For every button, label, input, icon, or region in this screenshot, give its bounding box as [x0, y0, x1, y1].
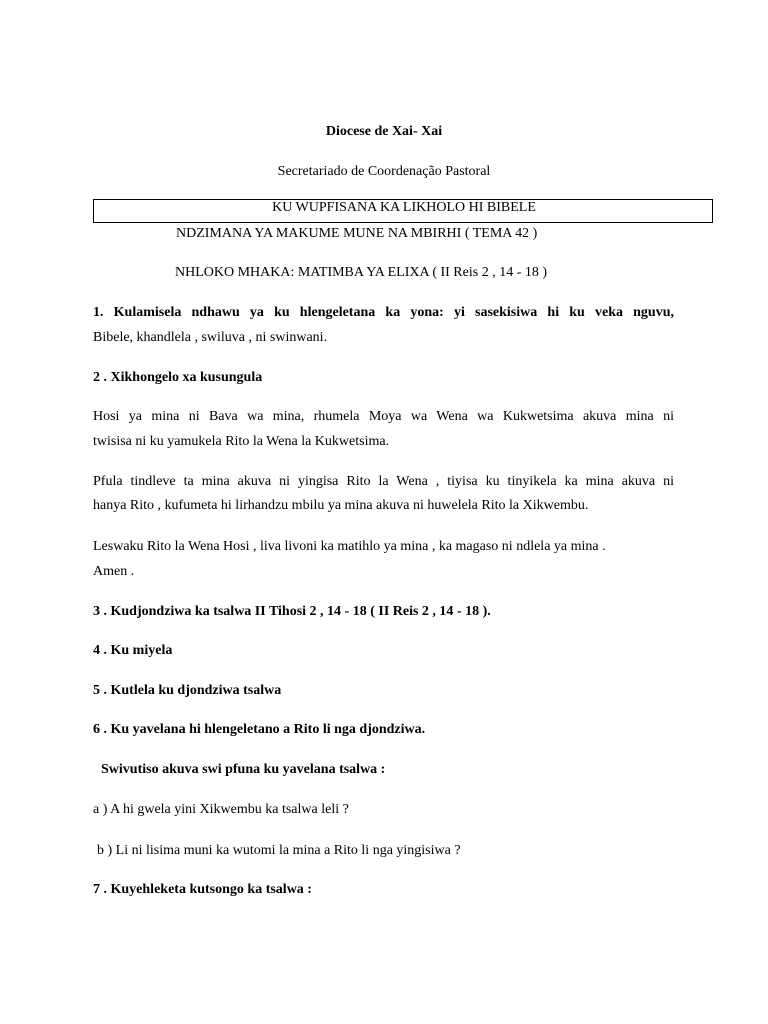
section-4-heading: 4 . Ku miyela — [93, 643, 173, 658]
section-6-heading: 6 . Ku yavelana hi hlengeletano a Rito li nga djondziwa. — [93, 722, 426, 737]
section-1-line-1: 1. Kulamisela ndhawu ya ku hlengeletana ka yona: yi sasekisiwa hi ku veka nguvu, — [93, 305, 674, 320]
boxed-title-frame — [93, 199, 713, 223]
theme-heading: NHLOKO MHAKA: MATIMBA YA ELIXA ( II Reis 2 , 14 - 18 ) — [175, 265, 548, 280]
diocese-title: Diocese de Xai- Xai — [325, 124, 443, 139]
secretariat-subtitle: Secretariado de Coordenação Pastoral — [277, 164, 491, 179]
boxed-title: KU WUPFISANA KA LIKHOLO HI BIBELE — [272, 200, 536, 215]
prayer-paragraph-1-line-2: twisisa ni ku yamukela Rito la Wena la Kukwetsima. — [93, 434, 390, 449]
prayer-paragraph-2-line-1: Pfula tindleve ta mina akuva ni yingisa Rito la Wena , tiyisa ku tinyikela ka mina akuva ni — [93, 474, 674, 489]
section-1-line-2: Bibele, khandlela , swiluva , ni swinwani. — [93, 330, 328, 345]
prayer-paragraph-3-line-1: Leswaku Rito la Wena Hosi , liva livoni ka matihlo ya mina , ka magaso ni ndlela ya mina . — [93, 539, 606, 554]
section-2-heading: 2 . Xikhongelo xa kusungula — [93, 370, 263, 385]
section-5-heading: 5 . Kutlela ku djondziwa tsalwa — [93, 683, 282, 698]
section-3-heading: 3 . Kudjondziwa ka tsalwa II Tihosi 2 , 14 - 18 ( II Reis 2 , 14 - 18 ). — [93, 604, 491, 619]
prayer-paragraph-1-line-1: Hosi ya mina ni Bava wa mina, rhumela Moya wa Wena wa Kukwetsima akuva mina ni — [93, 409, 674, 424]
week-heading: NDZIMANA YA MAKUME MUNE NA MBIRHI ( TEMA 42 ) — [176, 226, 538, 241]
section-7-heading: 7 . Kuyehleketa kutsongo ka tsalwa : — [93, 882, 312, 897]
question-b: b ) Li ni lisima muni ka wutomi la mina a Rito li nga yingisiwa ? — [97, 843, 461, 858]
question-a: a ) A hi gwela yini Xikwembu ka tsalwa leli ? — [93, 802, 349, 817]
prayer-paragraph-3-line-2: Amen . — [93, 564, 135, 579]
prayer-paragraph-2-line-2: hanya Rito , kufumeta hi lirhandzu mbilu ya mina akuva ni huwelela Rito la Xikwembu. — [93, 498, 589, 513]
questions-heading: Swivutiso akuva swi pfuna ku yavelana tsalwa : — [101, 762, 386, 777]
